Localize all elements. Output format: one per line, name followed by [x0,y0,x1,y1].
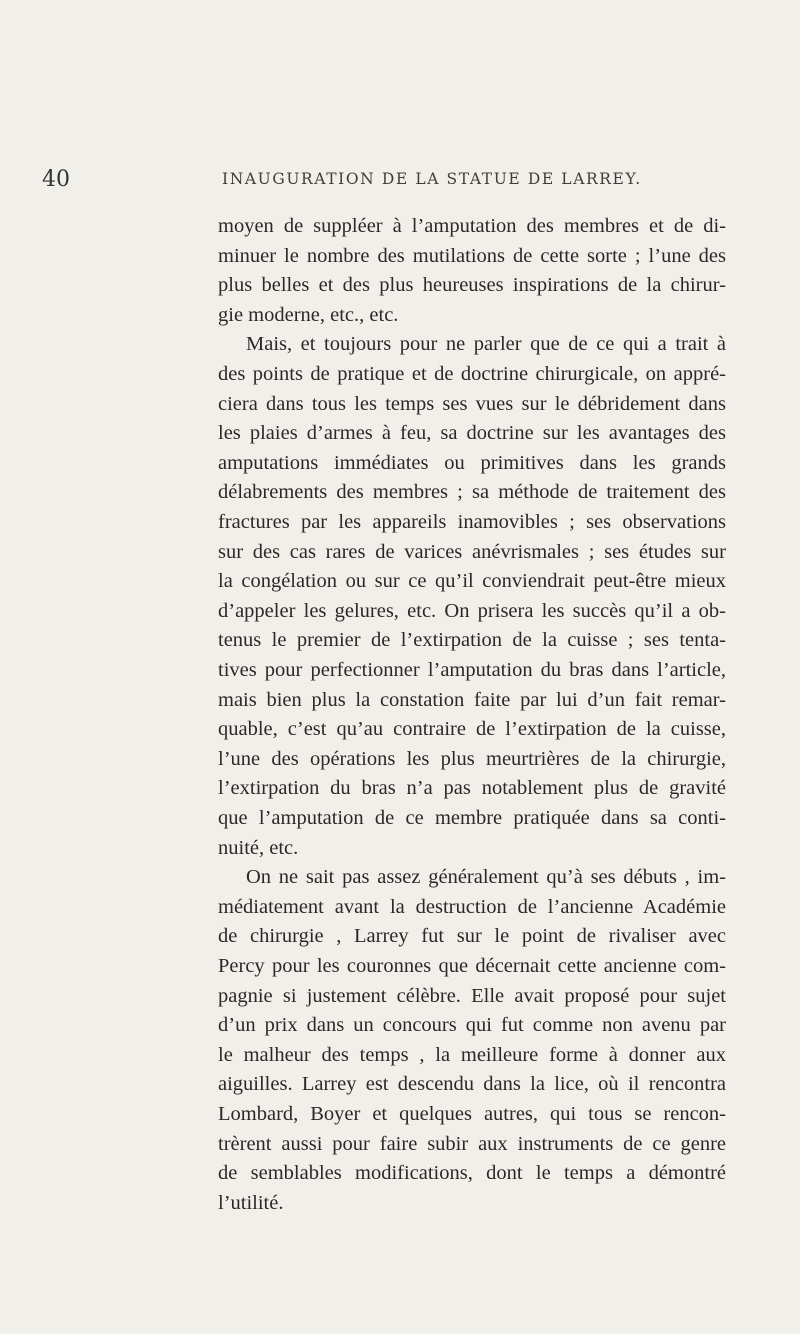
text-line: gie moderne, etc., etc. [218,303,399,326]
text-line: nuité, etc. [218,836,299,859]
running-header: INAUGURATION DE LA STATUE DE LARREY. [222,170,642,188]
text-line: de chirurgie , Larrey fut sur le point de rivaliser avec [218,925,726,948]
text-line: fractures par les appareils inamovibles ; ses observations [218,511,726,533]
text-line: d’appeler les gelures, etc. On prisera les succès qu’il a ob- [218,599,726,622]
text-line: Percy pour les couronnes que décernait cette ancienne com- [218,955,726,977]
text-line: de semblables modifications, dont le temps a démontré [218,1162,726,1185]
text-line: délabrements des membres ; sa méthode de traitement des [218,481,726,504]
text-line: Lombard, Boyer et quelques autres, qui tous se rencon- [218,1103,726,1125]
text-line: aiguilles. Larrey est descendu dans la lice, où il rencontra [218,1073,726,1096]
text-line: l’extirpation du bras n’a pas notablement plus de gravité [218,777,726,800]
text-line: la congélation ou sur ce qu’il conviendrait peut-être mieux [218,570,726,593]
text-line: d’un prix dans un concours qui fut comme non avenu par [218,1014,726,1037]
text-line: mais bien plus la constation faite par lui d’un fait remar- [218,688,726,711]
text-line: On ne sait pas assez généralement qu’à ses débuts , im- [246,866,726,889]
text-line: médiatement avant la destruction de l’ancienne Académie [218,895,726,918]
text-line: amputations immédiates ou primitives dans les grands [218,451,726,474]
text-line: sur des cas rares de varices anévrismales ; ses études sur [218,540,726,563]
text-line: minuer le nombre des mutilations de cette sorte ; l’une des [218,244,726,267]
text-line: Mais, et toujours pour ne parler que de ce qui a trait à [246,333,726,356]
text-line: l’une des opérations les plus meurtrières de la chirurgie, [218,747,726,770]
text-line: pagnie si justement célèbre. Elle avait proposé pour sujet [218,984,726,1007]
text-line: que l’amputation de ce membre pratiquée dans sa conti- [218,807,726,829]
text-line: des points de pratique et de doctrine chirurgicale, on appré- [218,363,726,385]
page-number: 40 [42,167,70,192]
text-line: les plaies d’armes à feu, sa doctrine sur les avantages des [218,422,726,445]
text-line: l’utilité. [218,1191,284,1214]
text-line: trèrent aussi pour faire subir aux instruments de ce genre [218,1132,726,1155]
text-line: plus belles et des plus heureuses inspirations de la chirur- [218,274,726,297]
text-line: tives pour perfectionner l’amputation du bras dans l’article, [218,659,726,681]
text-line: quable, c’est qu’au contraire de l’extirpation de la cuisse, [218,718,726,741]
text-line: ciera dans tous les temps ses vues sur le débridement dans [218,392,726,415]
text-line: le malheur des temps , la meilleure forme à donner aux [218,1043,726,1066]
text-line: tenus le premier de l’extirpation de la cuisse ; ses tenta- [218,629,726,652]
text-line: moyen de suppléer à l’amputation des membres et de di- [218,215,726,237]
